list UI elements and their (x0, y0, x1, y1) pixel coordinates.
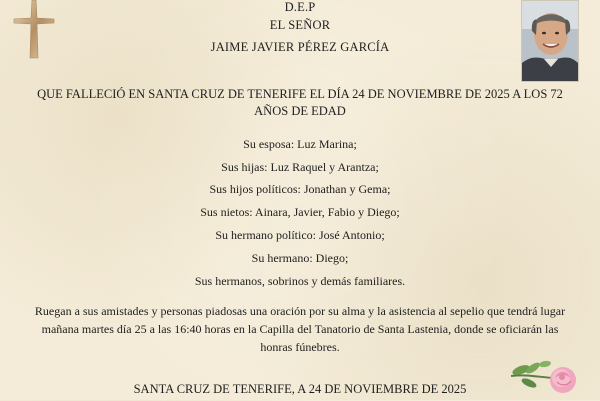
announcement-line-2: AÑOS DE EDAD (254, 104, 346, 118)
place-date: SANTA CRUZ DE TENERIFE, A 24 DE NOVIEMBRE DE 2025 (133, 382, 467, 396)
family-item: Sus hijas: Luz Raquel y Arantza; (221, 160, 379, 174)
announcement-line-1: QUE FALLECIÓ EN SANTA CRUZ DE TENERIFE EL DÍA 24 DE NOVIEMBRE DE 2025 A LOS 72 (37, 87, 563, 101)
family-item: Sus hermanos, sobrinos y demás familiares. (194, 274, 406, 288)
rose-icon (505, 356, 583, 396)
family-item: Sus hijos políticos: Jonathan y Gema; (209, 182, 391, 196)
request-line-1: Ruegan a sus amistades y personas piadosas una oración por su alma y la asistencia al sepelio que tendrá lugar (34, 304, 566, 318)
honorific: EL SEÑOR (269, 18, 331, 32)
deceased-portrait (521, 0, 579, 82)
family-item: Sus nietos: Ainara, Javier, Fabio y Diego; (200, 205, 400, 219)
dep-line: D.E.P (284, 0, 316, 14)
request-line-2: mañana martes día 25 a las 16:40 horas en la Capilla del Tanatorio de Santa Lastenia, donde se oficiarán las (41, 322, 559, 336)
deceased-name: JAIME JAVIER PÉREZ GARCÍA (210, 40, 390, 54)
family-item: Su hermano político: José Antonio; (215, 228, 385, 242)
request-line-3: honras fúnebres. (260, 340, 340, 354)
family-item: Su hermano: Diego; (251, 251, 349, 265)
family-item: Su esposa: Luz Marina; (243, 137, 357, 151)
